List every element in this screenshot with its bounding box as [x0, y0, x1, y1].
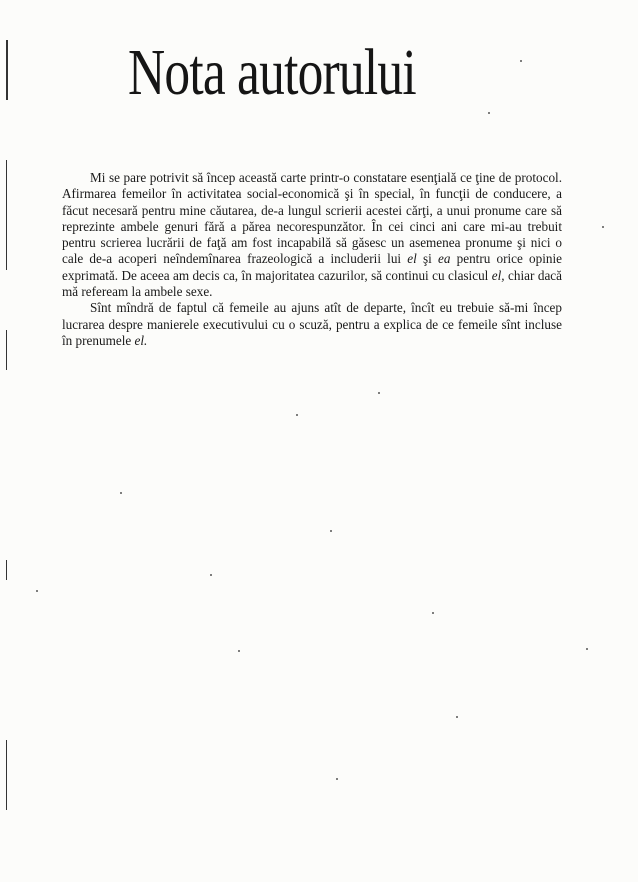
paragraph-1 — [62, 170, 562, 300]
page-title: Nota autorului — [128, 36, 416, 109]
scan-speck — [296, 414, 298, 416]
scan-speck — [432, 612, 434, 614]
paragraph-text: Mi se pare potrivit să încep această carte printr-o constatare esenţială ce ţine de protocol. Afirmarea femeilor în activitatea social-economică şi în special, în funcţii de conducere, a făcut necesară pentru mine căutarea, de-a lungul scrierii acestei cărţi, a unui pronume care să reprezinte ambele genuri fără a părea necorespunzător. În cei cinci ani care mi-au trebuit pentru scrierea lucrării de faţă am fost incapabilă să găsesc un asemenea pronume şi nici o cale de-a acoperi neîndemînarea frazeologică a includerii lui — [62, 170, 562, 267]
pronoun-el: el — [407, 251, 417, 267]
paragraph-text: pentru orice opinie exprimată. De aceea am decis ca, în majoritatea cazurilor, să continui cu clasicul — [62, 251, 562, 283]
scan-edge-mark — [6, 330, 7, 370]
scan-speck — [120, 492, 122, 494]
pronoun-el: el, — [491, 267, 505, 283]
scan-speck — [330, 530, 332, 532]
scan-speck — [520, 60, 522, 62]
scan-speck — [336, 778, 338, 780]
scan-speck — [586, 648, 588, 650]
scan-speck — [210, 574, 212, 576]
scan-speck — [456, 716, 458, 718]
scan-edge-mark — [6, 40, 8, 100]
paragraph-text: chiar dacă mă refeream la ambele sexe. — [62, 267, 563, 300]
paragraph-2 — [62, 300, 562, 349]
scan-edge-mark — [6, 160, 7, 270]
scan-speck — [378, 392, 380, 394]
body-text — [62, 170, 562, 349]
paragraph-text: Sînt mîndră de faptul că femeile au ajuns atît de departe, încît eu trebuie să-mi încep lucrarea despre manierele executivului cu o scuză, pentru a explica de ce femeile sînt incluse în prenumele — [62, 300, 562, 348]
scan-speck — [488, 112, 490, 114]
scan-speck — [602, 226, 604, 228]
paragraph-text: şi — [416, 251, 438, 267]
scan-edge-mark — [6, 740, 7, 810]
pronoun-ea: ea — [437, 251, 451, 267]
pronoun-el: el. — [134, 332, 148, 348]
scan-edge-mark — [6, 560, 7, 580]
scan-speck — [238, 650, 240, 652]
scan-speck — [36, 590, 38, 592]
